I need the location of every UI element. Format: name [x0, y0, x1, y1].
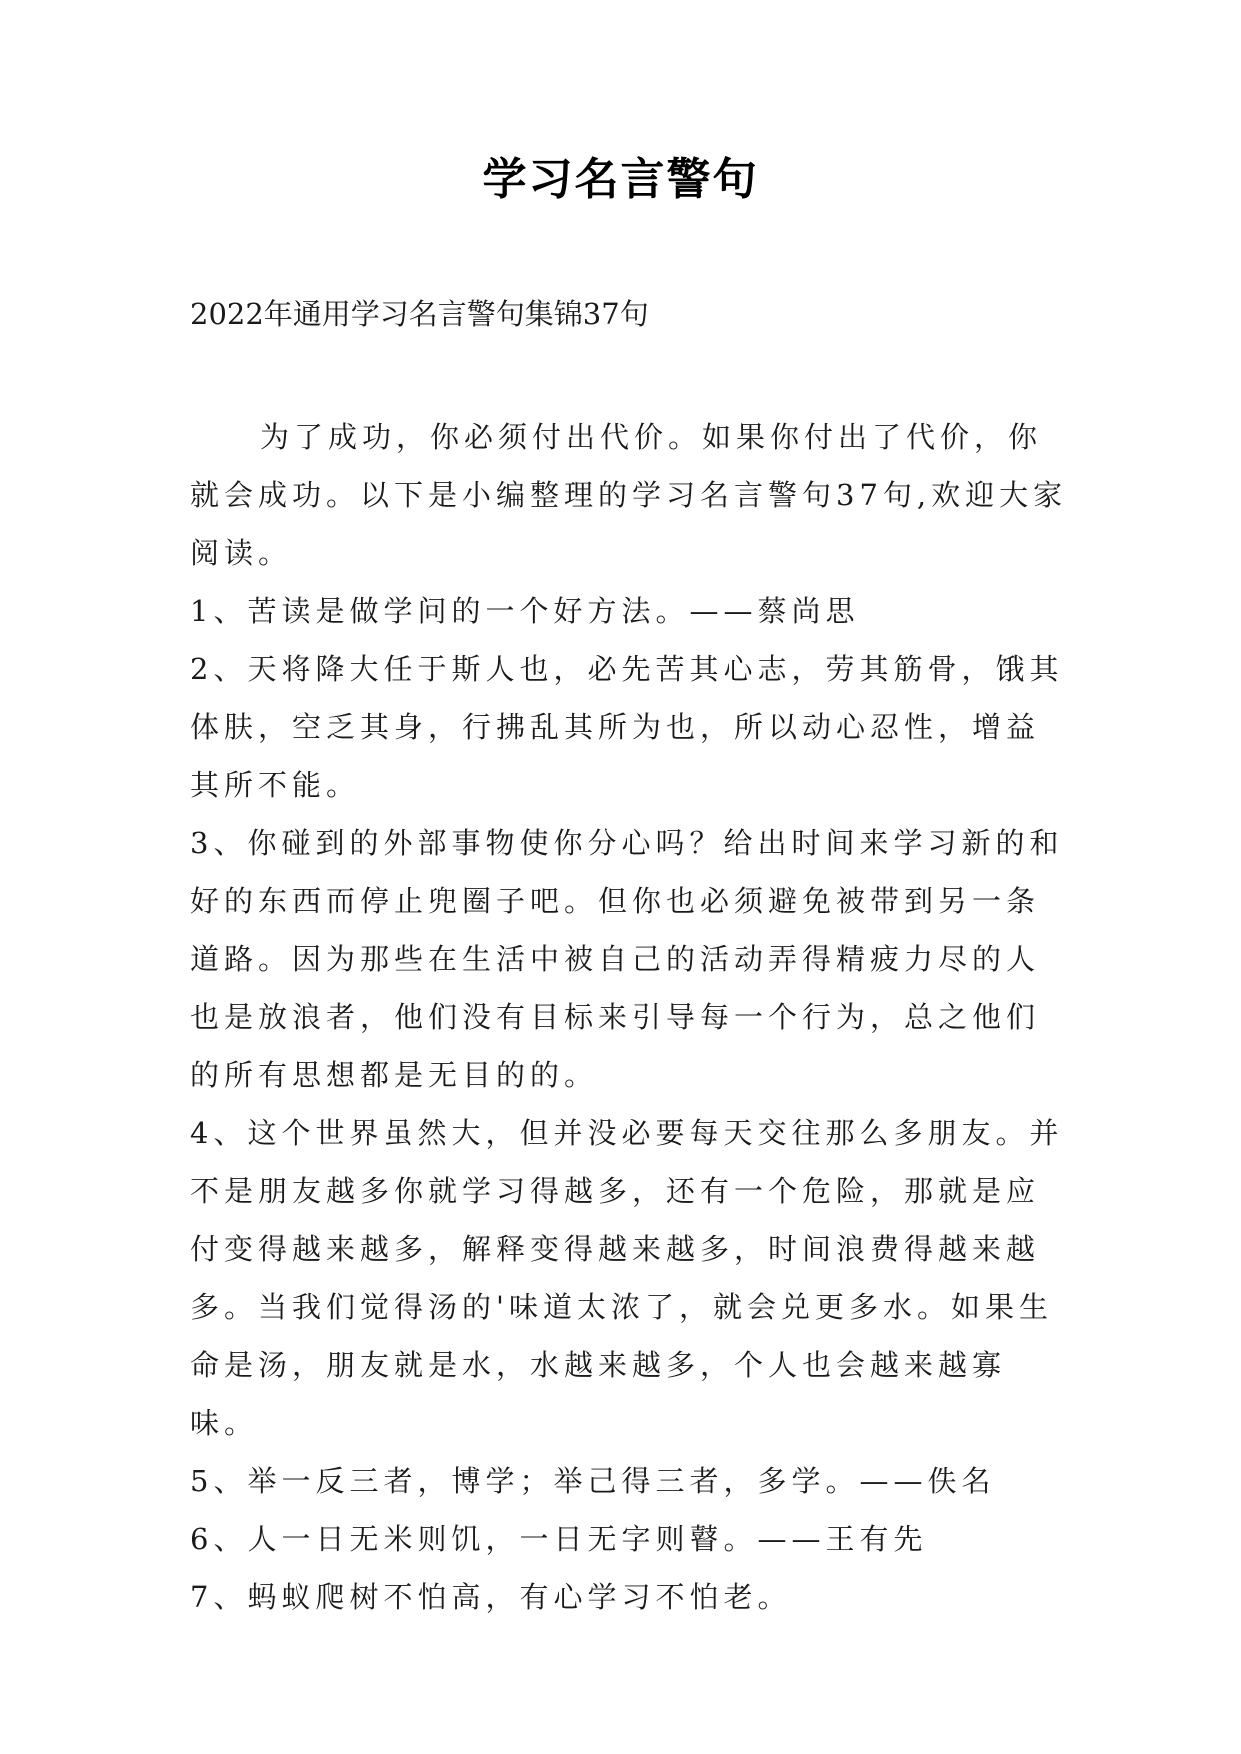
intro-paragraph: 为了成功，你必须付出代价。如果你付出了代价，你就会成功。以下是小编整理的学习名言警句37句,欢迎大家阅读。 — [190, 420, 1068, 570]
quote-item-4: 4、这个世界虽然大，但并没必要每天交往那么多朋友。并不是朋友越多你就学习得越多，还有一个危险，那就是应付变得越来越多，解释变得越来越多，时间浪费得越来越多。当我们觉得汤的'味道太浓了，就会兑更多水。如果生命是汤，朋友就是水，水越来越多，个人也会越来越寡味。 — [190, 1116, 1064, 1440]
document-subtitle: 2022年通用学习名言警句集锦37句 — [190, 297, 649, 331]
quote-item-2: 2、天将降大任于斯人也，必先苦其心志，劳其筋骨，饿其体肤，空乏其身，行拂乱其所为也，所以动心忍性，增益其所不能。 — [190, 652, 1064, 802]
quote-item-1: 1、苦读是做学问的一个好方法。——蔡尚思 — [190, 594, 860, 628]
quote-item-7: 7、蚂蚁爬树不怕高，有心学习不怕老。 — [190, 1580, 792, 1614]
document-title: 学习名言警句 — [482, 154, 759, 205]
document-body — [190, 408, 1070, 1626]
quote-item-5: 5、举一反三者，博学；举己得三者，多学。——佚名 — [190, 1464, 996, 1498]
quote-item-6: 6、人一日无米则饥，一日无字则瞽。——王有先 — [190, 1522, 928, 1556]
quote-item-3: 3、你碰到的外部事物使你分心吗？给出时间来学习新的和好的东西而停止兜圈子吧。但你也必须避免被带到另一条道路。因为那些在生活中被自己的活动弄得精疲力尽的人也是放浪者，他们没有目标来引导每一个行为，总之他们的所有思想都是无目的的。 — [190, 826, 1064, 1092]
